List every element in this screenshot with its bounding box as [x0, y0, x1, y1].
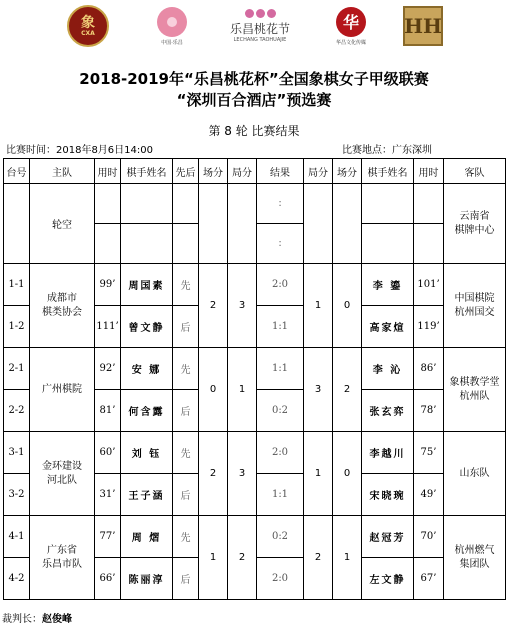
home-team: 广州棋院 [30, 348, 95, 432]
hotel-logo: HH [402, 4, 444, 48]
header-cell: 场分 [333, 159, 362, 184]
board-number: 4-2 [4, 558, 30, 600]
move-order: 后 [173, 558, 199, 600]
away-team: 云南省 棋牌中心 [444, 184, 506, 264]
page-subtitle: “深圳百合酒店”预选赛 [176, 91, 332, 109]
bye-label: 轮空 [30, 184, 95, 264]
header-row [4, 159, 506, 184]
match-place: 比赛地点：广东深圳 [342, 145, 432, 156]
home-time: 111’ [95, 306, 121, 348]
home-game-points: 3 [228, 432, 257, 516]
away-team: 中国棋院 杭州国交 [444, 264, 506, 348]
header-cell: 结果 [257, 159, 304, 184]
away-match-points: 0 [333, 264, 362, 348]
result-cell: 1:1 [257, 474, 304, 516]
result-cell: 2:0 [257, 558, 304, 600]
away-player: 宋晓琬 [362, 474, 414, 516]
away-player: 左文静 [362, 558, 414, 600]
away-player: 赵冠芳 [362, 516, 414, 558]
lechang-taohua-festival-logo: 乐昌桃花节 LECHANG TAOHUAJIE [225, 4, 295, 48]
header-cell: 客队 [444, 159, 506, 184]
huachang-culture-logo: 华 华昌文化传媒 [326, 4, 376, 48]
header-cell: 用时 [414, 159, 444, 184]
away-team: 山东队 [444, 432, 506, 516]
home-match-points: 1 [199, 516, 228, 600]
away-time: 49’ [414, 474, 444, 516]
move-order: 先 [173, 516, 199, 558]
board-number: 2-1 [4, 348, 30, 390]
away-game-points: 1 [304, 432, 333, 516]
home-player: 安 娜 [121, 348, 173, 390]
move-order: 先 [173, 432, 199, 474]
away-time: 101’ [414, 264, 444, 306]
move-order: 先 [173, 264, 199, 306]
home-game-points: 3 [228, 264, 257, 348]
away-time: 86’ [414, 348, 444, 390]
board-number: 1-1 [4, 264, 30, 306]
peach-blossom-logo: 中国·乐昌 [147, 4, 197, 48]
table-row [4, 264, 506, 306]
home-player: 周 熠 [121, 516, 173, 558]
away-time: 67’ [414, 558, 444, 600]
result-cell: : [257, 224, 304, 264]
header-cell: 局分 [228, 159, 257, 184]
away-player: 李 沁 [362, 348, 414, 390]
home-team: 广东省 乐昌市队 [30, 516, 95, 600]
home-match-points: 0 [199, 348, 228, 432]
away-player: 高家煊 [362, 306, 414, 348]
home-match-points: 2 [199, 432, 228, 516]
result-cell: 1:1 [257, 306, 304, 348]
result-cell: 0:2 [257, 390, 304, 432]
move-order: 后 [173, 390, 199, 432]
home-match-points: 2 [199, 264, 228, 348]
sponsor-logos [0, 0, 508, 56]
board-number: 2-2 [4, 390, 30, 432]
home-time: 81’ [95, 390, 121, 432]
result-cell: : [257, 184, 304, 224]
chief-referee: 裁判长：赵俊峰 [2, 614, 72, 625]
home-game-points: 2 [228, 516, 257, 600]
referee-name: 赵俊峰 [42, 614, 72, 625]
away-team: 象棋教学堂 杭州队 [444, 348, 506, 432]
board-number: 4-1 [4, 516, 30, 558]
away-match-points: 1 [333, 516, 362, 600]
away-match-points: 2 [333, 348, 362, 432]
home-player: 王子涵 [121, 474, 173, 516]
move-order: 后 [173, 306, 199, 348]
header-cell: 主队 [30, 159, 95, 184]
home-time: 31’ [95, 474, 121, 516]
result-cell: 1:1 [257, 348, 304, 390]
away-match-points: 0 [333, 432, 362, 516]
home-team: 成都市 棋类协会 [30, 264, 95, 348]
match-time: 比赛时间：2018年8月6日14:00 [6, 145, 153, 156]
board-number: 3-1 [4, 432, 30, 474]
chess-association-logo: 象 CXA [64, 4, 112, 48]
away-game-points: 3 [304, 348, 333, 432]
away-game-points: 2 [304, 516, 333, 600]
home-player: 曾文静 [121, 306, 173, 348]
home-player: 刘 钰 [121, 432, 173, 474]
header-cell: 场分 [199, 159, 228, 184]
result-cell: 2:0 [257, 264, 304, 306]
result-cell: 2:0 [257, 432, 304, 474]
home-time: 66’ [95, 558, 121, 600]
header-cell: 用时 [95, 159, 121, 184]
away-player: 李越川 [362, 432, 414, 474]
header-cell: 棋手姓名 [121, 159, 173, 184]
away-time: 70’ [414, 516, 444, 558]
away-time: 119’ [414, 306, 444, 348]
header-cell: 棋手姓名 [362, 159, 414, 184]
bye-row [4, 184, 506, 224]
home-game-points: 1 [228, 348, 257, 432]
away-team: 杭州燃气 集团队 [444, 516, 506, 600]
home-player: 何含露 [121, 390, 173, 432]
home-time: 60’ [95, 432, 121, 474]
move-order: 先 [173, 348, 199, 390]
move-order: 后 [173, 474, 199, 516]
away-time: 78’ [414, 390, 444, 432]
header-cell: 局分 [304, 159, 333, 184]
table-row [4, 516, 506, 558]
home-time: 99’ [95, 264, 121, 306]
away-player: 李 鎏 [362, 264, 414, 306]
home-player: 周国素 [121, 264, 173, 306]
away-game-points: 1 [304, 264, 333, 348]
home-time: 77’ [95, 516, 121, 558]
page-title: 2018-2019年“乐昌桃花杯”全国象棋女子甲级联赛 [79, 70, 429, 88]
away-player: 张玄弈 [362, 390, 414, 432]
header-cell: 台号 [4, 159, 30, 184]
home-player: 陈丽淳 [121, 558, 173, 600]
results-table [3, 158, 506, 600]
table-row [4, 432, 506, 474]
home-time: 92’ [95, 348, 121, 390]
away-time: 75’ [414, 432, 444, 474]
header-cell: 先后 [173, 159, 199, 184]
result-cell: 0:2 [257, 516, 304, 558]
table-row [4, 348, 506, 390]
board-number: 3-2 [4, 474, 30, 516]
board-number: 1-2 [4, 306, 30, 348]
round-heading: 第 8 轮 比赛结果 [208, 124, 300, 138]
home-team: 金环建设 河北队 [30, 432, 95, 516]
